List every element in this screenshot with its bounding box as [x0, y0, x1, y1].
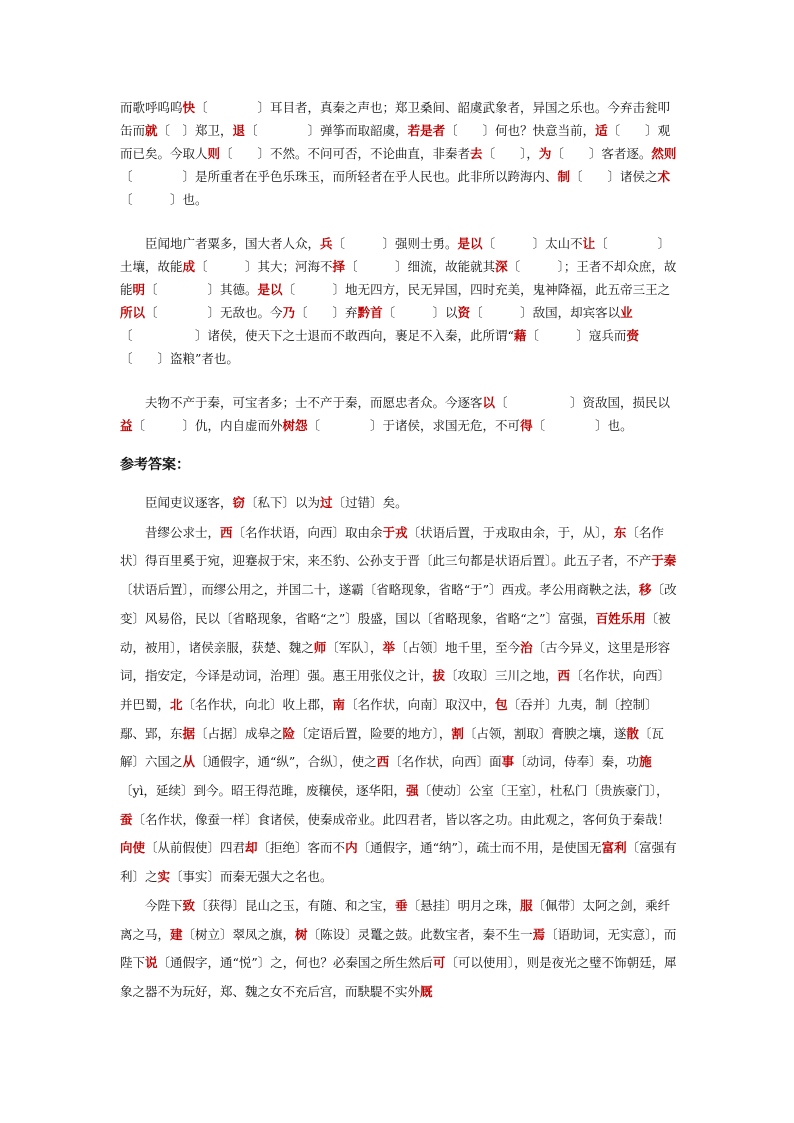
text-run: 〔树立〕翠凤之旗， — [182, 926, 296, 942]
text-run: 〔瓦解〕六国之 — [120, 725, 664, 770]
highlighted-word: 于戎 — [382, 524, 408, 540]
highlighted-word: 说 — [145, 955, 158, 971]
text-run: 〔拒绝〕客而不 — [257, 840, 346, 856]
highlighted-word: 退 — [232, 123, 246, 138]
text-run: 〔攻取〕三川之地， — [445, 668, 558, 684]
highlighted-word: 术 — [657, 169, 671, 184]
text-run: 〔使动〕公室〔王室〕，杜私门〔贵族豪门〕， — [418, 783, 669, 799]
text-run: 〔 〕郑卫， — [157, 123, 233, 138]
text-run: 〔 〕土壤，故能 — [120, 236, 671, 274]
highlighted-word: 树怨 — [282, 418, 308, 433]
text-run: 〔通假字，通“悦”〕之，何也？必秦国之所生然后 — [157, 955, 433, 971]
text-run: 今陛下 — [145, 897, 183, 913]
highlighted-word: 择 — [332, 259, 346, 274]
highlighted-word: 强 — [406, 783, 419, 799]
text-run: 〔名作状，向西〕并巴蜀， — [120, 668, 671, 712]
highlighted-word: 西 — [557, 668, 571, 684]
text-run: 〔 〕盗粮”者也。 — [120, 351, 239, 366]
highlighted-word: 让 — [582, 236, 596, 251]
highlighted-word: 就 — [145, 123, 158, 138]
text-run: 〔 〕也。 — [532, 418, 633, 433]
text-run: 〔动词，侍奉〕秦，功 — [514, 754, 640, 770]
text-run: 〔 〕客者逐。 — [551, 146, 652, 161]
text-run: 〔被动，被用〕，诸侯亲服，获楚、魏之 — [120, 610, 671, 655]
text-run: 〔私下〕以为 — [245, 495, 321, 510]
highlighted-word: 事 — [501, 754, 515, 770]
highlighted-word: 过 — [320, 495, 333, 510]
text-run: 〔名作状语，向西〕取由余 — [232, 524, 383, 540]
text-run: 〔 〕太山不 — [482, 236, 583, 251]
question-paragraph — [120, 232, 680, 370]
highlighted-word: 向使 — [120, 840, 146, 856]
highlighted-word: 西 — [220, 524, 233, 540]
highlighted-word: 可 — [432, 955, 446, 971]
highlighted-word: 明 — [132, 282, 146, 297]
text-run: 〔名作状〕得百里奚于宛，迎蹇叔于宋，来丕豹、公孙支于晋〔此三句都是状语后置〕。此五子者，不产 — [120, 524, 664, 569]
highlighted-word: 成 — [182, 259, 196, 274]
text-run: 〔定语后置，险要的地方〕， — [295, 725, 452, 741]
highlighted-word: 散 — [626, 725, 639, 741]
text-run: 〔 〕于诸侯，求国无危，不可 — [307, 418, 521, 433]
answer-paragraph — [120, 519, 680, 892]
highlighted-word: 适 — [595, 123, 608, 138]
highlighted-word: 资 — [457, 305, 471, 320]
highlighted-word: 从 — [182, 754, 196, 770]
highlighted-word: 服 — [520, 897, 533, 913]
text-run: 夫物不产于秦，可宝者多；士不产于秦，而愿忠者众。今逐客 — [145, 395, 483, 410]
highlighted-word: 却 — [245, 840, 258, 856]
text-run: 〔 〕耳目者，真秦之声也；郑卫桑间、韶虞武象者，异国之乐也。今弃击瓮叩缶而 — [120, 100, 671, 138]
highlighted-word: 益 — [120, 418, 133, 433]
text-run: 〔过错〕矣。 — [332, 495, 408, 510]
highlighted-word: 厩 — [420, 983, 433, 999]
text-run: 〔 〕， — [482, 146, 539, 161]
text-run: 〔名作状，向南〕取汉中， — [345, 696, 496, 712]
text-run: 〔获得〕昆山之玉，有随、和之宝， — [195, 897, 396, 913]
highlighted-word: 赍 — [626, 328, 639, 343]
highlighted-word: 西 — [376, 754, 390, 770]
highlighted-word: 于秦 — [651, 553, 677, 569]
highlighted-word: 拔 — [432, 668, 446, 684]
text-run: 〔 〕无敌也。今 — [145, 305, 283, 320]
highlighted-word: 蚕 — [120, 811, 133, 827]
text-run: 〔名作状，向西〕面 — [389, 754, 502, 770]
text-run: 〔名作状，向北〕收上郡， — [182, 696, 333, 712]
text-run: 昔缪公求士， — [145, 524, 221, 540]
text-run: 〔 〕诸侯之 — [570, 169, 658, 184]
text-run: 〔 〕资敌国，损民以 — [495, 395, 671, 410]
text-run: 〔可以使用〕，则是夜光之璧不饰朝廷，犀象之器不为玩好，郑、魏之女不充后宫，而駃騠不实外 — [120, 955, 677, 999]
highlighted-word: 深 — [495, 259, 508, 274]
question-paragraph — [120, 96, 680, 211]
highlighted-word: 实 — [157, 869, 171, 885]
highlighted-word: 去 — [470, 146, 483, 161]
highlighted-word: 北 — [170, 696, 183, 712]
text-run: 〔古今异义，这里是形容词，指安定，今译是动词，治理〕强。惠王用张仪之计， — [120, 639, 671, 684]
text-run: 〔 〕也。 — [120, 192, 208, 207]
text-run: 〔占领，割取〕膏腴之壤，遂 — [463, 725, 627, 741]
text-run: 〔 〕不然。不问可否，不论曲直，非秦者 — [220, 146, 471, 161]
answer-paragraph — [120, 892, 680, 1007]
highlighted-word: 移 — [639, 582, 652, 598]
highlighted-word: 为 — [538, 146, 552, 161]
highlighted-word: 割 — [451, 725, 464, 741]
highlighted-word: 兵 — [320, 236, 333, 251]
highlighted-word: 富利 — [601, 840, 627, 856]
text-run: 〔 〕是所重者在乎色乐珠玉，而所轻者在乎人民也。此非所以跨海内、 — [120, 169, 558, 184]
question-section — [120, 96, 680, 437]
text-run: 〔军队〕， — [326, 639, 383, 655]
text-run: 〔通假字，通“纳”〕，疏士而不用，是使国无 — [357, 840, 602, 856]
text-run: 〔占领〕地千里，至今 — [395, 639, 521, 655]
text-run: 〔 〕敌国，却宾客以 — [470, 305, 621, 320]
highlighted-word: 以 — [482, 395, 496, 410]
text-run: 〔吞并〕九夷，制〔控制〕鄢、郢，东 — [120, 696, 658, 741]
answer-heading: 参考答案： — [120, 457, 190, 473]
text-run: 〔陈设〕灵鼍之鼓。此数宝者，秦不生一 — [307, 926, 533, 942]
text-run: 〔 〕以 — [382, 305, 458, 320]
highlighted-word: 焉 — [532, 926, 546, 942]
highlighted-word: 乃 — [282, 305, 296, 320]
text-run: 〔yì，延续〕到今。昭王得范雎，废穰侯，逐华阳， — [120, 783, 407, 799]
highlighted-word: 若是者 — [407, 123, 446, 138]
highlighted-word: 举 — [382, 639, 396, 655]
text-run: 〔 〕观而已矣。今取人 — [120, 123, 671, 161]
text-run: 〔 〕弹筝而取韶虞， — [245, 123, 408, 138]
text-run: 〔 〕何也？快意当前， — [445, 123, 596, 138]
text-run: 〔事实〕而秦无强大之名也。 — [170, 869, 333, 885]
highlighted-word: 窃 — [232, 495, 246, 510]
text-run: 〔通假字，通“纵”，合纵〕，使之 — [195, 754, 377, 770]
text-run: 〔 〕地无四方，民无异国，四时充美，鬼神降福，此五帝三王之 — [282, 282, 671, 297]
highlighted-word: 险 — [282, 725, 296, 741]
highlighted-word: 治 — [520, 639, 533, 655]
highlighted-word: 得 — [520, 418, 533, 433]
text-run: 〔改变〕风易俗，民以〔省略现象，省略“之”〕殷盛，国以〔省略现象，省略“之”〕富强， — [120, 582, 677, 626]
answer-section — [120, 489, 680, 1007]
text-run: 〔 〕其大；河海不 — [195, 259, 333, 274]
highlighted-word: 内 — [345, 840, 358, 856]
text-run: 臣闻吏议逐客， — [145, 495, 233, 510]
paragraph-gap — [120, 370, 680, 391]
text-run: 〔 〕弃 — [295, 305, 358, 320]
text-run: 〔状语后置〕，而缪公用之，并国二十，遂霸〔省略现象，省略“于”〕西戎。孝公用商鞅之法， — [120, 582, 640, 598]
highlighted-word: 据 — [182, 725, 196, 741]
highlighted-word: 快 — [182, 100, 196, 115]
text-run: 〔 〕强则士勇。 — [332, 236, 458, 251]
highlighted-word: 师 — [313, 639, 327, 655]
text-run: 〔状语后置，于戎取由余，于，从〕， — [407, 524, 614, 540]
highlighted-word: 施 — [639, 754, 652, 770]
text-run: 〔 〕细流，故能就其 — [345, 259, 496, 274]
document-page — [120, 96, 680, 1007]
text-run: 〔从前假使〕四君 — [145, 840, 246, 856]
highlighted-word: 业 — [620, 305, 633, 320]
text-run: 〔富强有利〕之 — [120, 840, 677, 885]
highlighted-word: 垂 — [395, 897, 408, 913]
highlighted-word: 百姓乐用 — [595, 610, 646, 626]
highlighted-word: 是以 — [457, 236, 483, 251]
text-run: 〔名作状，像蚕一样〕食诸侯，使秦成帝业。此四君者，皆以客之功。由此观之，客何负于秦哉！ — [132, 811, 671, 827]
highlighted-word: 东 — [613, 524, 627, 540]
text-run: 而歌呼呜呜 — [120, 100, 183, 115]
answer-paragraph — [120, 489, 680, 518]
highlighted-word: 包 — [495, 696, 508, 712]
highlighted-word: 树 — [295, 926, 308, 942]
text-run: 〔 〕诸侯，使天下之士退而不敢西向，裹足不入秦，此所谓“ — [120, 328, 514, 343]
paragraph-gap — [120, 211, 680, 232]
text-run: 〔 〕仇，内自虚而外 — [132, 418, 283, 433]
highlighted-word: 致 — [182, 897, 196, 913]
highlighted-word: 黔首 — [357, 305, 383, 320]
highlighted-word: 南 — [332, 696, 346, 712]
text-run: 臣闻地广者粟多，国大者人众， — [145, 236, 321, 251]
text-run: 〔占据〕成皋之 — [195, 725, 283, 741]
highlighted-word: 所以 — [120, 305, 146, 320]
text-run: 〔 〕；王者不却众庶，故能 — [120, 259, 677, 297]
question-paragraph — [120, 391, 680, 437]
text-run: 〔悬挂〕明月之珠， — [407, 897, 521, 913]
highlighted-word: 制 — [557, 169, 571, 184]
highlighted-word: 建 — [170, 926, 183, 942]
text-run: 〔语助词，无实意〕，而陛下 — [120, 926, 677, 971]
text-run: 〔佩带〕太阿之剑，乘纤离之马， — [120, 897, 671, 942]
highlighted-word: 是以 — [257, 282, 283, 297]
highlighted-word: 则 — [207, 146, 221, 161]
text-run: 〔 〕其德。 — [145, 282, 258, 297]
text-run: 〔 〕寇兵而 — [526, 328, 627, 343]
highlighted-word: 然则 — [651, 146, 677, 161]
highlighted-word: 藉 — [513, 328, 527, 343]
